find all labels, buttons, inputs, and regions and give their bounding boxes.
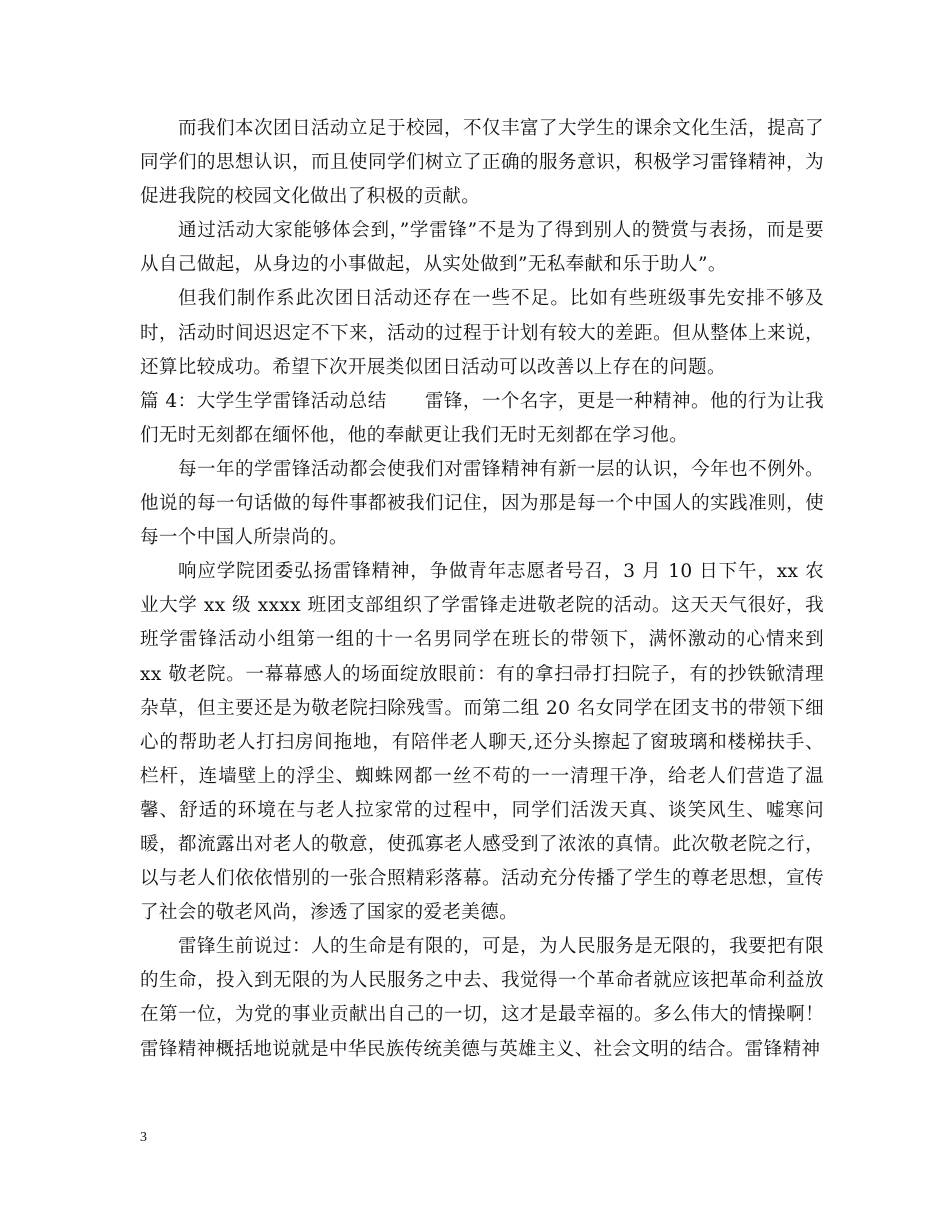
paragraph-2: 通过活动大家能够体会到，”学雷锋”不是为了得到别人的赞赏与表扬，而是要从自己做起，从身边的小事做起，从实处做到”无私奉献和乐于助人”。	[140, 220, 824, 276]
document-body	[140, 112, 824, 1067]
paragraph-6: 响应学院团委弘扬雷锋精神，争做青年志愿者号召，3 月 10 日下午，xx 农业大学 xx 级 xxxx 班团支部组织了学雷锋走进敬老院的活动。这天天气很好，我班学雷锋活动小组第一组的十一名男同学在班长的带领下，满怀激动的心情来到 xx 敬老院。一幕幕感人的场面绽放眼前：有的拿扫帚打扫院子，有的抄铁锨清理杂草，但主要还是为敬老院扫除残雪。而第二组 20 名女同学在团支书的带领下细心的帮助老人打扫房间拖地，有陪伴老人聊天,还分头擦起了窗玻璃和楼梯扶手、栏杆，连墙壁上的浮尘、蜘蛛网都一丝不苟的一一清理干净，给老人们营造了温馨、舒适的环境在与老人拉家常的过程中，同学们活泼天真、谈笑风生、嘘寒问暖，都流露出对老人的敬意，使孤寡老人感受到了浓浓的真情。此次敬老院之行，以与老人们依依惜别的一张合照精彩落幕。活动充分传播了学生的尊老思想，宣传了社会的敬老风尚，渗透了国家的爱老美德。	[140, 561, 824, 924]
section-4-heading-paragraph: 篇 4：大学生学雷锋活动总结 雷锋，一个名字，更是一种精神。他的行为让我们无时无刻都在缅怀他，他的奉献更让我们无时无刻都在学习他。	[140, 390, 824, 446]
paragraph-7: 雷锋生前说过：人的生命是有限的，可是，为人民服务是无限的，我要把有限的生命，投入到无限的为人民服务之中去、我觉得一个革命者就应该把革命利益放在第一位，为党的事业贡献出自己的一切，这才是最幸福的。多么伟大的情操啊！雷锋精神概括地说就是中华民族传统美德与英雄主义、社会文明的结合。雷锋精神	[140, 936, 824, 1060]
paragraph-5: 每一年的学雷锋活动都会使我们对雷锋精神有新一层的认识，今年也不例外。他说的每一句话做的每件事都被我们记住，因为那是每一个中国人的实践准则，使每一个中国人所崇尚的。	[140, 458, 824, 549]
paragraph-1: 而我们本次团日活动立足于校园，不仅丰富了大学生的课余文化生活，提高了同学们的思想认识，而且使同学们树立了正确的服务意识，积极学习雷锋精神，为促进我院的校园文化做出了积极的贡献。	[140, 118, 824, 208]
page-number: 3	[140, 1130, 147, 1145]
paragraph-3: 但我们制作系此次团日活动还存在一些不足。比如有些班级事先安排不够及时，活动时间迟迟定不下来，活动的过程于计划有较大的差距。但从整体上来说，还算比较成功。希望下次开展类似团日活动可以改善以上存在的问题。	[140, 288, 824, 378]
